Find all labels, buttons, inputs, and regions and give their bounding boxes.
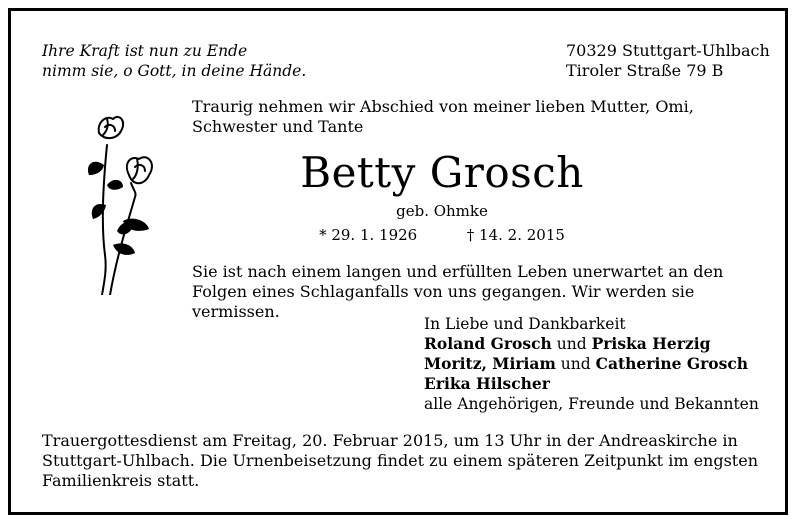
mourner-name: Moritz, Miriam [424,354,556,373]
message-text: Sie ist nach einem langen und erfüllten Leben unerwartet an den Folgen eines Schlaganfalls von uns gegangen. Wir werden sie vermissen. [192,262,724,321]
rose-icon [77,105,167,295]
mourners-line-4: alle Angehörigen, Freunde und Bekannten [424,395,759,413]
deceased-name: Betty Grosch [300,148,584,197]
birth-date: * 29. 1. 1926 [319,226,418,244]
mourner-name: Roland Grosch [424,334,552,353]
intro-text: Traurig nehmen wir Abschied von meiner lieben Mutter, Omi, Schwester und Tante [192,97,694,136]
poem-line-2: nimm sie, o Gott, in deine Hände. [42,62,307,80]
life-dates [192,225,692,245]
mourner-name: Catherine Grosch [595,354,749,373]
poem [42,41,306,81]
service-info: Trauergottesdienst am Freitag, 20. Februar 2015, um 13 Uhr in der Andreaskirche in Stuttgart-Uhlbach. Die Urnenbeisetzung findet zu einem späteren Zeitpunkt im engsten Familienkreis statt. [42,431,758,490]
conjunction: und [560,355,591,373]
mourners-line-2 [424,354,784,374]
address-line-2: Tiroler Straße 79 B [566,61,724,80]
obituary-notice [8,8,788,515]
poem-line-1: Ihre Kraft ist nun zu Ende [42,42,248,60]
death-date: † 14. 2. 2015 [466,226,565,244]
address [566,41,770,81]
mourners-line-1 [424,334,784,354]
maiden-name: geb. Ohmke [396,202,488,220]
mourner-name: Erika Hilscher [424,374,550,393]
mourners-line-3 [424,374,784,394]
mourners-block [424,314,784,414]
mourners-heading: In Liebe und Dankbarkeit [424,315,626,333]
address-line-1: 70329 Stuttgart-Uhlbach [566,41,770,60]
conjunction: und [556,335,587,353]
mourner-name: Priska Herzig [591,334,711,353]
